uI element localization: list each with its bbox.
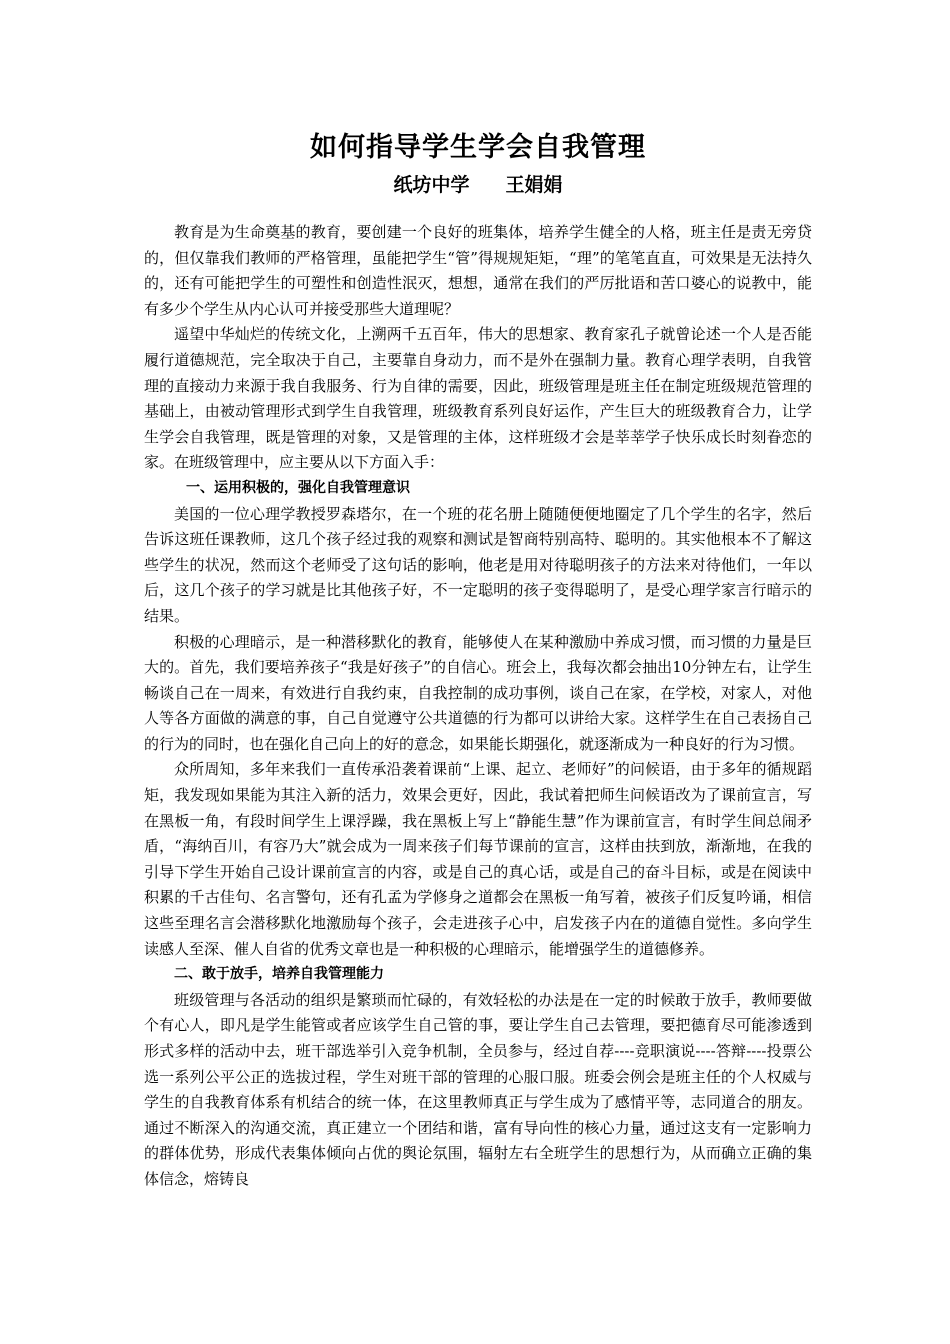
- author-byline: [144, 170, 812, 200]
- section-1-paragraph-1: 美国的一位心理学教授罗森塔尔，在一个班的花名册上随随便便地圈定了几个学生的名字，然后告诉这班任课教师，这几个孩子经过我的观察和测试是智商特别高特、聪明的。其实他根本不了解这些学生的状况，然而这个老师受了这句话的影响，他老是用对待聪明孩子的方法来对待他们，一年以后，这几个孩子的学习就是比其他孩子好，不一定聪明的孩子变得聪明了，是受心理学家言行暗示的结果。: [144, 504, 812, 625]
- section-1-paragraph-3: 众所周知，多年来我们一直传承沿袭着课前“上课、起立、老师好”的问候语，由于多年的循规蹈矩，我发现如果能为其注入新的活力，效果会更好，因此，我试着把师生问候语改为了课前宣言，写在黑板一角，有段时间学生上课浮躁，我在黑板上写上“静能生慧”作为课前宣言，有时学生间总闹矛盾，“海纳百川，有容乃大”就会成为一周来孩子们每节课前的宣言，这样由扶到放，渐渐地，在我的引导下学生开始自己设计课前宣言的内容，或是自己的真心话，或是自己的奋斗目标，或是在阅读中积累的千古佳句、名言警句，还有孔孟为学修身之道都会在黑板一角写着，被孩子们反复吟诵，相信这些至理名言会潜移默化地激励每个孩子，会走进孩子心中，启发孩子内在的道德自觉性。多向学生读感人至深、催人自省的优秀文章也是一种积极的心理暗示，能增强学生的道德修养。: [144, 760, 812, 958]
- section-1-heading: 一、运用积极的，强化自我管理意识: [186, 479, 410, 496]
- document-page: [144, 126, 812, 1193]
- document-body: [144, 220, 812, 1193]
- section-2-paragraph-1: 班级管理与各活动的组织是繁琐而忙碌的，有效轻松的办法是在一定的时候敢于放手，教师要做个有心人，即凡是学生能管或者应该学生自己管的事，要让学生自己去管理，要把德育尽可能渗透到形式多样的活动中去，班干部选举引入竞争机制，全员参与，经过自荐----竞职演说----答辩----投票公选一系列公平公正的选拔过程，学生对班干部的管理的心服口服。班委会例会是班主任的个人权威与学生的自我教育体系有机结合的统一体，在这里教师真正与学生成为了感情平等，志同道合的朋友。通过不断深入的沟通交流，真正建立一个团结和谐，富有导向性的核心力量，通过这支有一定影响力的群体优势，形成代表集体倾向占优的舆论氛围，辐射左右全班学生的思想行为，从而确立正确的集体信念，熔铸良: [144, 990, 812, 1188]
- school-name: 纸坊中学: [393, 174, 470, 196]
- document-title: 如何指导学生学会自我管理: [310, 132, 646, 163]
- author-name: 王娟娟: [505, 174, 563, 196]
- intro-paragraph-2: 遥望中华灿烂的传统文化，上溯两千五百年，伟大的思想家、教育家孔子就曾论述一个人是否能履行道德规范，完全取决于自己，主要靠自身动力，而不是外在强制力量。教育心理学表明，自我管理的直接动力来源于我自我服务、行为自律的需要，因此，班级管理是班主任在制定班级规范管理的基础上，由被动管理形式到学生自我管理，班级教育系列良好运作，产生巨大的班级教育合力，让学生学会自我管理，既是管理的对象，又是管理的主体，这样班级才会是莘莘学子快乐成长时刻眷恋的家。在班级管理中，应主要从以下方面入手：: [144, 325, 812, 472]
- intro-paragraph-1: 教育是为生命奠基的教育，要创建一个良好的班集体，培养学生健全的人格，班主任是责无旁贷的，但仅靠我们教师的严格管理，虽能把学生“管”得规规矩矩，“理”的笔笔直直，可效果是无法持久的，还有可能把学生的可塑性和创造性泯灭，想想，通常在我们的严厉批语和苦口婆心的说教中，能有多少个学生从内心认可并接受那些大道理呢？: [144, 223, 812, 318]
- section-2-heading: 二、敢于放手，培养自我管理能力: [174, 966, 384, 983]
- section-1-paragraph-2: 积极的心理暗示，是一种潜移默化的教育，能够使人在某种激励中养成习惯，而习惯的力量是巨大的。首先，我们要培养孩子“我是好孩子”的自信心。班会上，我每次都会抽出10分钟左右，让学生畅谈自己在一周来，有效进行自我约束，自我控制的成功事例，谈自己在家，在学校，对家人，对他人等各方面做的满意的事，自己自觉遵守公共道德的行为都可以讲给大家。这样学生在自己表扬自己的行为的同时，也在强化自己向上的好的意念，如果能长期强化，就逐渐成为一种良好的行为习惯。: [144, 632, 812, 753]
